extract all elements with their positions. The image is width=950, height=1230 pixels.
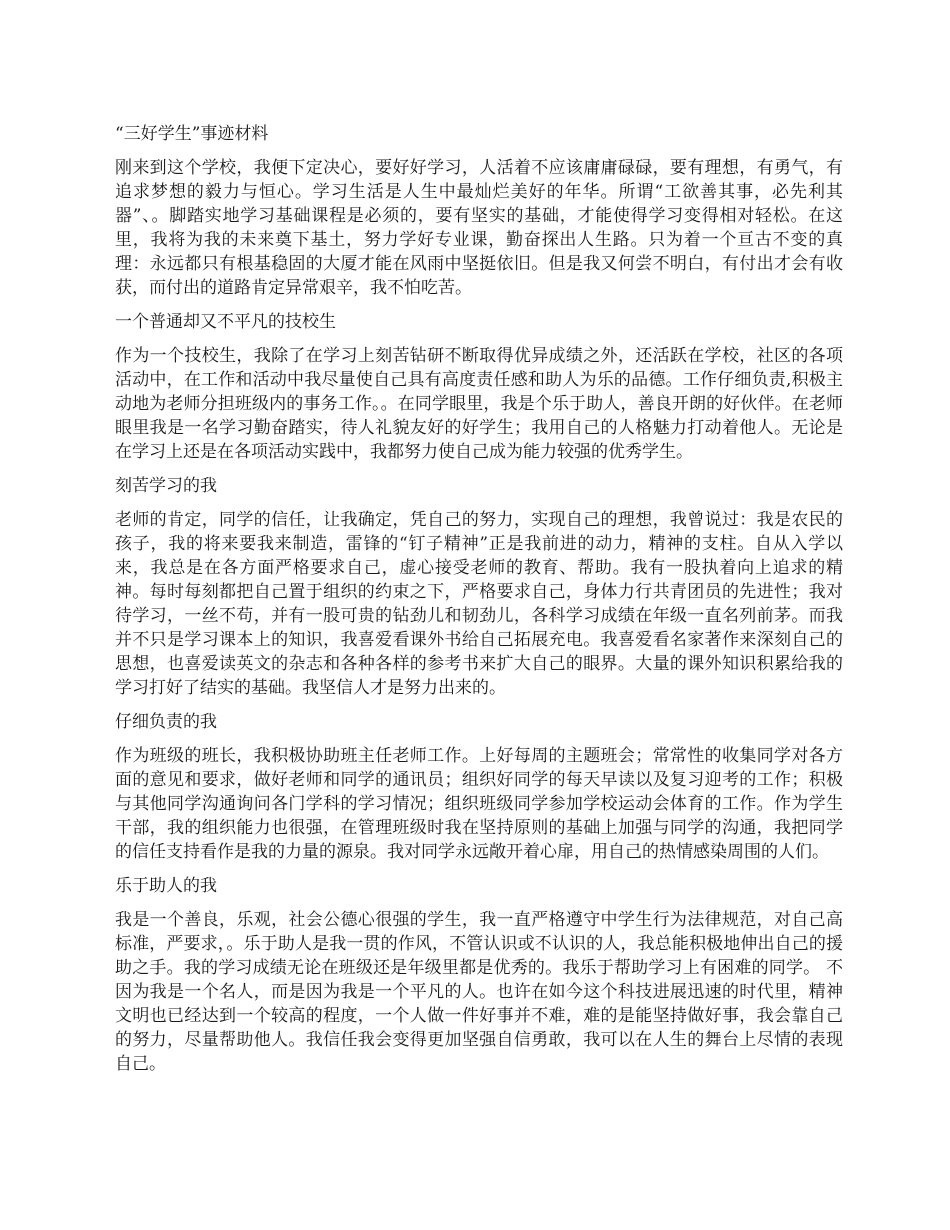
section-heading-ordinary-student: 一个普通却又不平凡的技校生 (115, 312, 336, 332)
section-body-hardworking: 老师的肯定，同学的信任，让我确定，凭自己的努力，实现自己的理想，我曾说过：我是农民的孩子，我的将来要我来制造，雷锋的“钉子精神”正是我前进的动力，精神的支柱。自从入学以来，我总是在各方面严格要求自己，虚心接受老师的教育、帮助。我有一股执着向上追求的精神。每时每刻都把自己置于组织的约束之下，严格要求自己，身体力行共青团员的先进性；我对待学习，一丝不苟，并有一股可贵的钻劲儿和韧劲儿，各科学习成绩在年级一直名列前茅。而我并不只是学习课本上的知识，我喜爱看课外书给自己拓展充电。我喜爱看名家著作来深刻自己的思想，也喜爱读英文的杂志和各种各样的参考书来扩大自己的眼界。大量的课外知识积累给我的学习打好了结实的基础。我坚信人才是努力出来的。 (115, 510, 843, 698)
document-page (115, 122, 843, 1086)
intro-paragraph: 刚来到这个学校，我便下定决心，要好好学习，人活着不应该庸庸碌碌，要有理想，有勇气，有追求梦想的毅力与恒心。学习生活是人生中最灿烂美好的年华。所谓“工欲善其事，必先利其器”、。脚踏实地学习基础课程是必须的，要有坚实的基础，才能使得学习变得相对轻松。在这里，我将为我的未来奠下基土，努力学好专业课，勤奋探出人生路。只为着一个亘古不变的真理：永远都只有根基稳固的大厦才能在风雨中坚挺依旧。但是我又何尝不明白，有付出才会有收获，而付出的道路肯定异常艰辛，我不怕吃苦。 (115, 158, 843, 298)
section-body-responsible: 作为班级的班长，我积极协助班主任老师工作。上好每周的主题班会；常常性的收集同学对各方面的意见和要求，做好老师和同学的通讯员；组织好同学的每天早读以及复习迎考的工作；积极与其他同学沟通询问各门学科的学习情况；组织班级同学参加学校运动会体育的工作。作为学生干部，我的组织能力也很强，在管理班级时我在坚持原则的基础上加强与同学的沟通，我把同学的信任支持看作是我的力量的源泉。我对同学永远敞开着心扉，用自己的热情感染周围的人们。 (115, 746, 843, 862)
document-title: “三好学生”事迹材料 (115, 124, 269, 144)
section-heading-helpful: 乐于助人的我 (115, 876, 217, 896)
section-heading-responsible: 仔细负责的我 (115, 712, 217, 732)
section-body-ordinary-student: 作为一个技校生，我除了在学习上刻苦钻研不断取得优异成绩之外，还活跃在学校，社区的各项活动中，在工作和活动中我尽量使自己具有高度责任感和助人为乐的品德。工作仔细负责,积极主动地为老师分担班级内的事务工作。。在同学眼里，我是个乐于助人，善良开朗的好伙伴。在老师眼里我是一名学习勤奋踏实，待人礼貌友好的好学生；我用自己的人格魅力打动着他人。无论是在学习上还是在各项活动实践中，我都努力使自己成为能力较强的优秀学生。 (115, 346, 843, 462)
section-heading-hardworking: 刻苦学习的我 (115, 476, 217, 496)
section-body-helpful: 我是一个善良，乐观，社会公德心很强的学生，我一直严格遵守中学生行为法律规范，对自己高标准，严要求，。乐于助人是我一贯的作风，不管认识或不认识的人，我总能积极地伸出自己的援助之手。我的学习成绩无论在班级还是年级里都是优秀的。我乐于帮助学习上有困难的同学。 不因为我是一个名人，而是因为我是一个平凡的人。也许在如今这个科技进展迅速的时代里，精神文明也已经达到一个较高的程度，一个人做一件好事并不难，难的是能坚持做好事，我会靠自己的努力，尽量帮助他人。我信任我会变得更加坚强自信勇敢，我可以在人生的舞台上尽情的表现自己。 (115, 910, 843, 1074)
